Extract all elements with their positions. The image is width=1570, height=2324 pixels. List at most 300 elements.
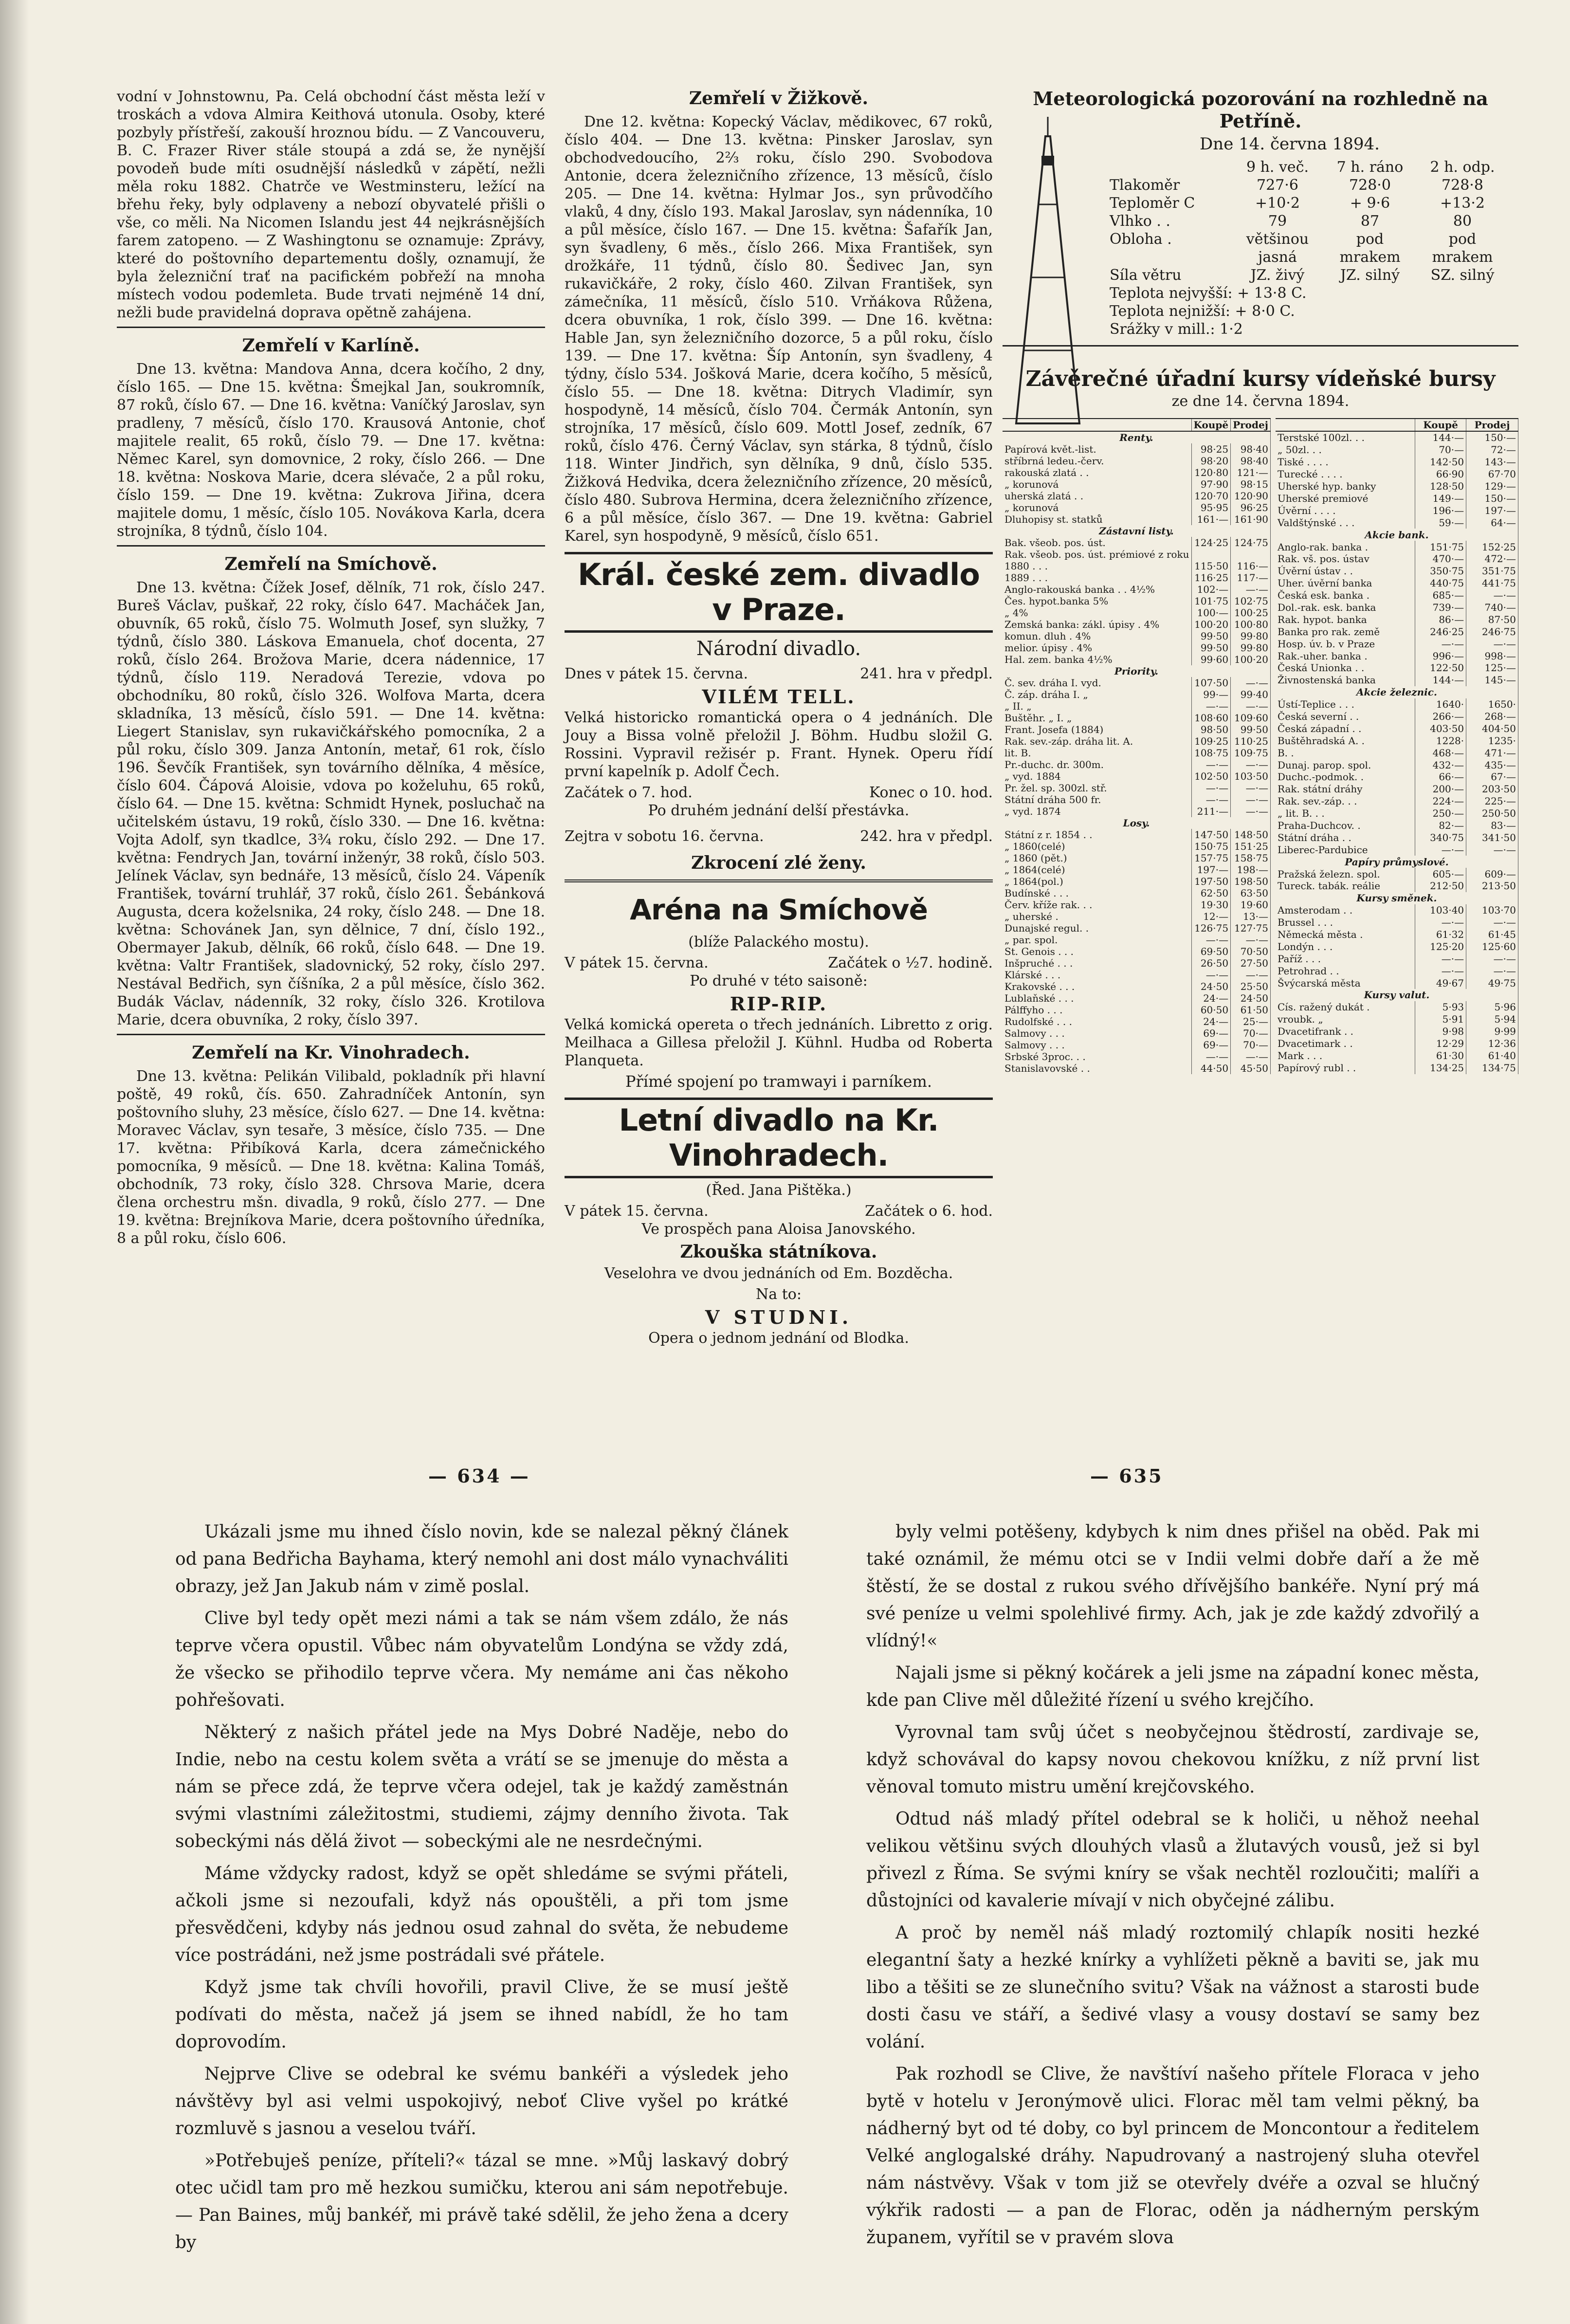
bourse-buy-value: 66·—	[1415, 771, 1466, 783]
summer-play: Zkouška státníkova.	[680, 1242, 877, 1262]
bourse-row	[1276, 711, 1518, 723]
bourse-sell-value: 99·80	[1231, 642, 1271, 654]
bourse-row	[1003, 876, 1270, 887]
bourse-row	[1276, 965, 1518, 977]
bourse-section-row	[1003, 525, 1270, 537]
bourse-buy-value: 66·90	[1415, 468, 1466, 480]
meteo-row-sky	[1110, 230, 1518, 266]
meteo-value: JZ. živý	[1250, 267, 1305, 284]
bourse-buy-value: 98·20	[1191, 455, 1231, 467]
meteo-label: Síla větru	[1110, 267, 1182, 284]
arena-play: RIP-RIP.	[730, 993, 828, 1015]
bourse-item-name: Buštěhradská A. .	[1276, 734, 1415, 747]
bourse-buy-value: —·—	[1415, 638, 1466, 650]
bourse-item-name: Krakovské . . .	[1003, 981, 1191, 992]
bourse-section-row	[1003, 431, 1270, 443]
bourse-row	[1276, 820, 1518, 832]
bourse-table-right	[1276, 418, 1518, 1074]
bourse-item-name: Rak. sev.-záp. dráha lit. A.	[1003, 735, 1191, 747]
zizkov-text: Dne 12. května: Kopecký Václav, mědikovec, 67 roků, číslo 404. — Dne 13. května: Pinsker Jaroslav, syn obchodvedoucího, 2⅔ roku, číslo 290. Svobodova Antonie, dcera železničního zřízence, 13 měsíců, číslo 205. — Dne 14. května: Hylmar Jos., syn průvodčího vlaků, 4 dny, číslo 193. Makal Jaroslav, syn nádenníka, 10 a půl měsíce, číslo 167. — Dne 15. května: Šafařík Jan, syn švadleny, 6 měs., číslo 266. Mixa František, syn drožkáře, 11 týdnů, číslo 80. Šedivec Jan, syn rukavičkáře, 2 roky, číslo 460. Zilvan František, syn zámečníka, 11 měsíců, číslo 510. Vrňákova Růžena, dcera obuvníka, 1 rok, číslo 399. — Dne 16. května: Hable Jan, syn železničního dozorce, 5 a půl roku, číslo 139. — Dne 17. května: Šíp Antonín, syn švadleny, 4 týdny, číslo 534. Jošková Marie, dcera kočího, 5 měsíců, číslo 55. — Dne 18. května: Ditrych Vladimír, syn hospodyně, 14 měsíců, číslo 704. Čermák Antonín, syn strojníka, 17 měsíců, číslo 609. Mottl Josef, zedník, 67 roků, číslo 476. Černý Václav, syn stárka, 8 týdnů, číslo 118. Winter Jindřich, syn dělníka, 9 dnů, číslo 535. Žižková Hedvika, dcera železničního zřízence, 20 měsíců, číslo 480. Subrova Hermina, dcera železničního zřízence, 6 a půl měsíce, číslo 367. — Dne 19. května: Gabriel Karel, syn hospodyně, 9 měsíců, číslo 651.	[565, 113, 993, 545]
bourse-sell-value: —·—	[1231, 700, 1271, 712]
bourse-buy-value: 212·50	[1415, 880, 1466, 892]
meteo-title: Meteorologická pozorování na rozhledně na Petříně.	[1033, 88, 1488, 132]
bourse-item-name: Paříž . . .	[1276, 952, 1415, 965]
summer-play-2: V STUDNI.	[705, 1306, 853, 1328]
bourse-row	[1276, 783, 1518, 795]
summer-benefit: Ve prospěch pana Aloisa Janovského.	[641, 1221, 916, 1238]
novel-paragraph: Některý z našich přátel jede na Mys Dobré Naděje, nebo do Indie, nebo na cestu kolem světa a vrátí se se jmenuje do města a nám se přece zdá, že teprve včera odejel, tak je každý zaměstnán svými vlastními záležitostmi, studiemi, zájmy denního života. Tak sobeckými nás dělá život — sobeckými ale ne nesrdečnými.	[175, 1722, 788, 1851]
bourse-section-label: Renty.	[1003, 431, 1270, 443]
bourse-buy-value: 197·—	[1191, 864, 1231, 876]
petrin-tower-icon	[1011, 117, 1084, 428]
bourse-item-name: Praha-Duchcov. .	[1276, 820, 1415, 832]
bourse-section-label: Kursy valut.	[1276, 989, 1518, 1001]
bourse-row	[1276, 916, 1518, 929]
bourse-item-name: „ korunová	[1003, 478, 1191, 490]
bourse-buy-value: 246·25	[1415, 625, 1466, 638]
bourse-buy-value: 1640·	[1415, 698, 1466, 711]
bourse-item-name: Tureck. tabák. reálie	[1276, 880, 1415, 892]
bourse-section-label: Priority.	[1003, 665, 1270, 677]
bourse-item-name: Státní dráha 500 fr.	[1003, 794, 1191, 805]
meteo-value: 80	[1453, 213, 1472, 230]
meteo-value: 728·8	[1442, 177, 1483, 194]
arena-desc: Velká komická opereta o třech jednáních. Libretto z orig. Meilhaca a Gillesa přeložil J. Kühnl. Hudba od Roberta Planqueta.	[565, 1016, 993, 1069]
summer-play-2-desc: Opera o jednom jednání od Blodka.	[648, 1330, 909, 1347]
bourse-row	[1003, 899, 1270, 911]
bourse-item-name: „ vyd. 1874	[1003, 805, 1191, 817]
bourse-sell-value: 117·—	[1231, 572, 1271, 584]
bourse-buy-value: 128·50	[1415, 480, 1466, 493]
bourse-sell-value: 98·40	[1231, 443, 1271, 455]
bourse-section-label: Akcie bank.	[1276, 529, 1518, 541]
bourse-row	[1276, 734, 1518, 747]
bourse-row	[1276, 541, 1518, 553]
novel-right-column	[866, 1519, 1479, 2248]
bourse-item-name: Dluhopisy st. statků	[1003, 513, 1191, 525]
bourse-sell-value: —·—	[1231, 1051, 1271, 1062]
bourse-sell-value: 25·50	[1231, 981, 1271, 992]
bourse-date: ze dne 14. června 1894.	[1171, 393, 1350, 410]
bourse-row	[1003, 946, 1270, 957]
bourse-row	[1003, 677, 1270, 689]
bourse-row	[1003, 595, 1270, 607]
bourse-item-name: „ par. spol.	[1003, 934, 1191, 946]
bourse-buy-value: —·—	[1191, 794, 1231, 805]
summer-desc: Veselohra ve dvou jednáních od Em. Bozděcha.	[604, 1265, 953, 1282]
bourse-row	[1003, 630, 1270, 642]
meteo-value: +10·2	[1255, 195, 1300, 212]
bourse-item-name: „ 4%	[1003, 607, 1191, 619]
bourse-sell-value: 134·75	[1466, 1061, 1518, 1074]
bourse-row	[1003, 584, 1270, 595]
scan-edge-shadow	[0, 0, 29, 2324]
bourse-row	[1003, 455, 1270, 467]
bourse-buy-value: 24·—	[1191, 992, 1231, 1004]
bourse-buy-value: 125·20	[1415, 940, 1466, 952]
page-number-right: — 635	[1090, 1465, 1164, 1487]
bourse-item-name: Živnostenská banka	[1276, 674, 1415, 686]
meteo-tmax: Teplota nejvyšší: + 13·8 C.	[1110, 285, 1307, 302]
bourse-item-name: Salmovy . . .	[1003, 1027, 1191, 1039]
bourse-item-name: Mark . . .	[1276, 1049, 1415, 1061]
bourse-buy-value: 403·50	[1415, 722, 1466, 734]
bourse-sell-value: 740·—	[1466, 602, 1518, 614]
bourse-sell-value: —·—	[1231, 794, 1271, 805]
bourse-buy-value: 200·—	[1415, 783, 1466, 795]
bourse-buy-value: 115·50	[1191, 560, 1231, 572]
meteo-label: Vlhko . .	[1110, 213, 1170, 230]
bourse-row	[1003, 642, 1270, 654]
theatre-start: Začátek o 7. hod.	[565, 784, 693, 801]
bourse-item-name: Rak. vš. pos. ústav	[1276, 553, 1415, 565]
bourse-item-name: Pr. žel. sp. 300zl. stř.	[1003, 782, 1191, 794]
bourse-item-name: rakouská zlatá . .	[1003, 467, 1191, 478]
meteo-tmin: Teplota nejnižší: + 8·0 C.	[1110, 303, 1295, 320]
bourse-item-name: Dvacetimark . .	[1276, 1038, 1415, 1050]
bourse-sell-value: 143·—	[1466, 456, 1518, 468]
bourse-sell-value: 24·50	[1231, 992, 1271, 1004]
bourse-buy-value: —·—	[1415, 916, 1466, 929]
bourse-buy-value: 250·—	[1415, 807, 1466, 820]
summer-theatre-sub: (Řed. Jana Pištěka.)	[706, 1182, 852, 1199]
bourse-sell-value: —·—	[1466, 843, 1518, 856]
bourse-row	[1003, 724, 1270, 735]
bourse-row	[1276, 843, 1518, 856]
bourse-buy-value: 5·91	[1415, 1013, 1466, 1025]
bourse-sell-value: 67·70	[1466, 468, 1518, 480]
bourse-sell-value: 49·75	[1466, 977, 1518, 989]
novel-left-column	[175, 1519, 788, 2252]
bourse-row	[1003, 911, 1270, 922]
bourse-row	[1276, 722, 1518, 734]
bourse-buy-value: 197·50	[1191, 876, 1231, 887]
bourse-row	[1003, 1039, 1270, 1051]
bourse-row	[1003, 654, 1270, 665]
bourse-sell-value: 213·50	[1466, 880, 1518, 892]
bourse-row	[1276, 553, 1518, 565]
bourse-row	[1276, 613, 1518, 625]
bourse-buy-value: 61·30	[1415, 1049, 1466, 1061]
bourse-sell-value: 1235·	[1466, 734, 1518, 747]
bourse-buy-value: 157·75	[1191, 852, 1231, 864]
bourse-buy-value: 350·75	[1415, 565, 1466, 577]
meteo-header-row	[1110, 158, 1518, 176]
bourse-sell-value: 25·—	[1231, 1016, 1271, 1027]
bourse-item-name: Bak. všeob. pos. úst.	[1003, 537, 1191, 549]
bourse-row	[1276, 940, 1518, 952]
bourse-row	[1276, 1025, 1518, 1038]
bourse-row	[1276, 831, 1518, 843]
bourse-row	[1003, 747, 1270, 759]
bourse-sell-value: 99·40	[1231, 689, 1271, 700]
bourse-buy-value: —·—	[1191, 934, 1231, 946]
bourse-sell-value: 472·—	[1466, 553, 1518, 565]
bourse-buy-value: 120·70	[1191, 490, 1231, 502]
bourse-item-name: Česká severní . .	[1276, 711, 1415, 723]
meteo-value: JZ. silný	[1340, 267, 1400, 284]
bourse-sell-value: 1650·	[1466, 698, 1518, 711]
bourse-buy-value: —·—	[1191, 1051, 1231, 1062]
bourse-buy-value: 5·93	[1415, 1001, 1466, 1013]
arena-heading: Aréna na Smíchově	[630, 893, 928, 926]
theatre-friday-date: Dnes v pátek 15. června.	[565, 665, 748, 682]
bourse-item-name: Budínské . . .	[1003, 887, 1191, 899]
bourse-buy-value: —·—	[1191, 969, 1231, 981]
bourse-row	[1276, 493, 1518, 505]
bourse-sell-value: 471·—	[1466, 747, 1518, 759]
bourse-item-name: Liberec-Pardubice	[1276, 843, 1415, 856]
bourse-item-name: Klárské . . .	[1003, 969, 1191, 981]
bourse-item-name: Dvacetifrank . .	[1276, 1025, 1415, 1038]
theatre-play-desc: Velká historicko romantická opera o 4 jednáních. Dle Jouy a Bissa volně přeložil J. Böhm. Hudbu složil G. Rossini. Vypravil režisér p. Frant. Hynek. Operu řídí první kapelník p. Adolf Čech.	[565, 709, 993, 780]
bourse-sell-value: 100·20	[1231, 654, 1271, 665]
bourse-buy-value: 102·50	[1191, 770, 1231, 782]
bourse-item-name: Čes. hypot.banka 5%	[1003, 595, 1191, 607]
bourse-buy-value: 100·—	[1191, 607, 1231, 619]
bourse-buy-value: 12·—	[1191, 911, 1231, 922]
bourse-row	[1276, 952, 1518, 965]
bourse-buy-value: 196·—	[1415, 504, 1466, 516]
bourse-item-name: Česká esk. banka .	[1276, 589, 1415, 602]
bourse-sell-value: —·—	[1466, 638, 1518, 650]
theatre-play-title: VILÉM TELL.	[702, 686, 856, 708]
bourse-sell-value: —·—	[1231, 782, 1271, 794]
bourse-item-name: „ 1860 (pět.)	[1003, 852, 1191, 864]
bourse-buy-value: 60·50	[1191, 1004, 1231, 1016]
bourse-item-name: „ 1864(pol.)	[1003, 876, 1191, 887]
bourse-row	[1276, 625, 1518, 638]
bourse-buy-value: 70·—	[1415, 444, 1466, 456]
bourse-buy-value: 1228·	[1415, 734, 1466, 747]
bourse-buy-value: 62·50	[1191, 887, 1231, 899]
bourse-item-name: „ 1864(celé)	[1003, 864, 1191, 876]
bourse-item-name: Pr.-duchc. dr. 300m.	[1003, 759, 1191, 770]
summer-theatre-heading: Letní divadlo na Kr. Vinohradech.	[565, 1098, 993, 1178]
bourse-item-name: Lublaňské . . .	[1003, 992, 1191, 1004]
bourse-item-name: Dunajské regul. .	[1003, 922, 1191, 934]
bourse-item-name: Brussel . . .	[1276, 916, 1415, 929]
bourse-section-row	[1276, 989, 1518, 1001]
bourse-item-name: „ 1860(celé)	[1003, 841, 1191, 852]
zizkov-heading: Zemřelí v Žižkově.	[689, 88, 869, 109]
bourse-sell-value: —·—	[1231, 584, 1271, 595]
vinohrady-text: Dne 13. května: Pelikán Vilibald, pokladník při hlavní poště, 49 roků, čís. 650. Zahradníček Antonín, syn poštovního sluhy, 23 měsíce, číslo 627. — Dne 14. května: Moravec Václav, syn tesaře, 3 měsíce, číslo 735. — Dne 17. května: Přibíková Karla, dcera zámečnického pomocníka, 9 měsíců. — Dne 18. května: Kalina Tomáš, obchodník, 73 roky, číslo 328. Chrsova Marie, dcera člena orchestru mšn. divadla, 9 roků, číslo 277. — Dne 19. května: Brejníkova Marie, dcera poštovního úředníka, 8 a půl roku, číslo 606.	[117, 1068, 545, 1247]
bourse-buy-value: 82·—	[1415, 820, 1466, 832]
meteo-value: 79	[1268, 213, 1287, 230]
bourse-buy-value: 86·—	[1415, 613, 1466, 625]
bourse-sell-value: 102·75	[1231, 595, 1271, 607]
bourse-item-name: „ 50zl. . .	[1276, 444, 1415, 456]
bourse-buy-value: 224·—	[1415, 795, 1466, 807]
bourse-row	[1276, 868, 1518, 880]
bourse-buy-value: —·—	[1191, 700, 1231, 712]
bourse-item-name: Uherské hyp. banky	[1276, 480, 1415, 493]
bourse-sell-value: 64·—	[1466, 516, 1518, 529]
bourse-sell-value: 609·—	[1466, 868, 1518, 880]
meteo-value: + 9·6	[1350, 195, 1390, 212]
novel-paragraph: Vyrovnal tam svůj účet s neobyčejnou štědrostí, zardivaje se, když schovával do kapsy novou chekovou knížku, z níž první list věnoval tomuto mistru umění krejčovského.	[866, 1722, 1479, 1797]
bourse-buy-value: 440·75	[1415, 577, 1466, 589]
bourse-buy-value: 99·50	[1191, 642, 1231, 654]
arena-note: Po druhé v této saisoně:	[690, 972, 868, 989]
bourse-item-name: Londýn . . .	[1276, 940, 1415, 952]
bourse-section-label: Zástavní listy.	[1003, 525, 1270, 537]
bourse-row	[1003, 957, 1270, 969]
arena-start: Začátek o ½7. hodině.	[828, 954, 993, 971]
bourse-row	[1276, 1013, 1518, 1025]
bourse-item-name: Rudolfské . . .	[1003, 1016, 1191, 1027]
bourse-buy-value	[1191, 549, 1231, 560]
divider	[565, 879, 993, 882]
bourse-buy-value: 98·25	[1191, 443, 1231, 455]
bourse-sell-value: 12·36	[1466, 1038, 1518, 1050]
arena-sub: (blíže Palackého mostu).	[688, 933, 869, 951]
bourse-row	[1003, 1051, 1270, 1062]
bourse-item-name: Hal. zem. banka 4½%	[1003, 654, 1191, 665]
bourse-item-name: Anglo-rakouská banka . . 4½%	[1003, 584, 1191, 595]
bourse-buy-value: 19·30	[1191, 899, 1231, 911]
bourse-section-row	[1276, 856, 1518, 868]
bourse-item-name: Inšpruché . . .	[1003, 957, 1191, 969]
bourse-item-name: Ústí-Teplice . . .	[1276, 698, 1415, 711]
bourse-row	[1003, 478, 1270, 490]
bourse-sell-value: 125·60	[1466, 940, 1518, 952]
bourse-row	[1003, 934, 1270, 946]
bourse-item-name: 1889 . . .	[1003, 572, 1191, 584]
meteo-rain: Srážky v mill.: 1·2	[1110, 321, 1243, 338]
bourse-sell-value: —·—	[1231, 969, 1271, 981]
smichov-text: Dne 13. května: Čížek Josef, dělník, 71 rok, číslo 247. Bureš Václav, puškař, 22 roky, číslo 647. Macháček Jan, obuvník, 65 roků, číslo 75. Wolmuth Josef, syn služky, 7 týdnů, číslo 380. Láskova Emanuela, choť docenta, 27 roků, číslo 264. Brožova Marie, dcera nádennice, 17 týdnů, číslo 119. Neradová Terezie, vdova po obchodníku, 80 roků, číslo 326. Wolfova Marta, dcera skladníka, 13 měsíců, číslo 591. — Dne 14. května: Liegert Stanislav, syn rukavičkářského pomocníka, 2 a půl roku, číslo 309. Janza Antonín, metař, 61 rok, číslo 196. Ševčík František, syn továrního dělníka, 4 měsíce, číslo 604. Čápová Aloisie, vdova po koželuhu, 65 roků, číslo 64. — Dne 15. května: Schmidt Hynek, posluchač na učitelském ústavu, 19 roků, číslo 330. — Dne 16. května: Vojta Adolf, syn tkadlce, 3¾ roku, číslo 292. — Dne 17. května: Fendrych Jan, tovární inženýr, 38 roků, číslo 503. Jelínek Václav, syn bednáře, 13 měsíců, číslo 24. Vápeník František, tovární truhlář, 37 roků, číslo 261. Šebánková Augusta, dcera koželsnika, 24 roky, číslo 248. — Dne 18. května: Schovánek Jan, syn dělnice, 7 dní, číslo 192., Obermayer Jakub, dělník, 66 roků, číslo 648. — Dne 19. května: Valtr František, sladovnický, 52 roky, číslo 297. Nestával Bedřich, syn číšníka, 2 a půl měsíce, číslo 362. Budák Václav, nádenník, 32 roky, číslo 326. Krotilova Marie, dcera obuvníka, 2 roky, číslo 397.	[117, 579, 545, 1028]
bourse-sell-value: 341·50	[1466, 831, 1518, 843]
theatre-saturday-date: Zejtra v sobotu 16. června.	[565, 828, 764, 845]
bourse-row	[1276, 929, 1518, 941]
bourse-sell-value: —·—	[1466, 952, 1518, 965]
bourse-sell-value: 100·25	[1231, 607, 1271, 619]
bourse-item-name: Zemská banka: zákl. úpisy . 4%	[1003, 619, 1191, 630]
bourse-row	[1003, 467, 1270, 478]
bourse-sell-value: 5·96	[1466, 1001, 1518, 1013]
bourse-item-name: Turecké . . . .	[1276, 468, 1415, 480]
bourse-item-name: B. .	[1276, 747, 1415, 759]
bourse-buy-value: 149·—	[1415, 493, 1466, 505]
bourse-buy-value: 144·—	[1415, 431, 1466, 444]
bourse-row	[1276, 698, 1518, 711]
meteo-value: 87	[1360, 213, 1380, 230]
bourse-buy-value: —·—	[1191, 782, 1231, 794]
bourse-row	[1003, 841, 1270, 852]
bourse-buy-value: 122·50	[1415, 662, 1466, 674]
bourse-buy-value: 59·—	[1415, 516, 1466, 529]
bourse-buy-value: 101·75	[1191, 595, 1231, 607]
bourse-buy-value: 61·32	[1415, 929, 1466, 941]
bourse-item-name: Č. sev. dráha I. vyd.	[1003, 677, 1191, 689]
bourse-item-name: Anglo-rak. banka .	[1276, 541, 1415, 553]
bourse-item-name: 1880 . . .	[1003, 560, 1191, 572]
bourse-row	[1276, 771, 1518, 783]
bourse-sell-value: 148·50	[1231, 829, 1271, 841]
bourse-row	[1276, 431, 1518, 444]
summer-date-row	[565, 1202, 993, 1220]
arena-date-row	[565, 954, 993, 972]
bourse-buy-value: 97·90	[1191, 478, 1231, 490]
bourse-item-name: Česká Unionka . .	[1276, 662, 1415, 674]
meteo-row-temp	[1110, 194, 1518, 212]
bourse-row	[1276, 638, 1518, 650]
bourse-sell-value: 198·50	[1231, 876, 1271, 887]
bourse-row	[1276, 565, 1518, 577]
bourse-buy-value: 107·50	[1191, 677, 1231, 689]
meteo-value: 727·6	[1257, 177, 1298, 194]
novel-paragraph: Odtud náš mladý přítel odebral se k holiči, u něhož neehal velikou většinu svých dlouhých vlasů a žlutavých vousů, jež si byl přivezl z Říma. Se svými kníry se však nechtěl rozloučiti; malíři a důstojníci od kavalerie mívají v nich obyčejné zálibu.	[866, 1809, 1479, 1911]
bourse-buy-value: 266·—	[1415, 711, 1466, 723]
meteo-row-wind	[1110, 266, 1518, 284]
bourse-sell-value: 19·60	[1231, 899, 1271, 911]
novel-paragraph: byly velmi potěšeny, kdybych k nim dnes přišel na oběd. Pak mi také oznámil, že mému otci se v Indii velmi dobře daří a že mě štěstí, že se dostal z rukou svého dřívějšího bankéře. Nyní prý má své peníze u velmi spolehlivé firmy. Ach, jak je zde každý zdvořilý a vlídný!«	[866, 1522, 1479, 1651]
bourse-sell-value: 998·—	[1466, 650, 1518, 662]
bourse-item-name: „ II. „	[1003, 700, 1191, 712]
bourse-row	[1276, 444, 1518, 456]
flood-news-text: vodní v Johnstownu, Pa. Celá obchodní část města leží v troskách a vdova Almira Keithová utonula. Osoby, které pozbyly přístřeší, zakouší hroznou bídu. — Z Vancouveru, B. C. Frazer River stále stoupá a zdá se, že nynější povodeň bude míti osudnější následků v zápětí, nežli měla roku 1882. Chatrče ve Westminsteru, ležící na břehu řeky, byly odplaveny a nebozí obyvatelé přišli o vše, co měli. Na Nicomen Islandu jest 44 nejkrásnějších farem zatopeno. — Z Washingtonu se oznamuje: Zprávy, které do poštovního departementu došly, oznamují, že byla železniční trať na pacifickém pobřeží na mnoha místech vodou podemleta. Bude trvati nejméně 14 dní, nežli bude pravidelná doprava opětně zahájena.	[117, 88, 545, 321]
bourse-buy-value: 26·50	[1191, 957, 1231, 969]
national-theatre-sub: Národní divadlo.	[696, 638, 861, 660]
bourse-sell-value: 127·75	[1231, 922, 1271, 934]
bourse-row	[1276, 747, 1518, 759]
bourse-item-name: Buštěhr. „ I. „	[1003, 712, 1191, 724]
novel-paragraph: Najali jsme si pěkný kočárek a jeli jsme na západní konec města, kde pan Clive měl důležité řízení u svého krejčího.	[866, 1663, 1479, 1710]
arena-date: V pátek 15. června.	[565, 954, 709, 971]
bourse-buy-value: 468·—	[1415, 747, 1466, 759]
national-theatre-heading: Král. české zem. divadlo v Praze.	[565, 552, 993, 633]
bourse-section-row	[1276, 686, 1518, 698]
bourse-sell-value: 161·90	[1231, 513, 1271, 525]
bourse-buy-value: 109·25	[1191, 735, 1231, 747]
bourse-row	[1003, 794, 1270, 805]
bourse-row	[1003, 502, 1270, 513]
bourse-buy-value: 340·75	[1415, 831, 1466, 843]
bourse-item-name: Německá města .	[1276, 929, 1415, 941]
bourse-item-name: Rak. sev.-záp. . .	[1276, 795, 1415, 807]
bourse-row	[1003, 712, 1270, 724]
bourse-sell-value: —·—	[1466, 965, 1518, 977]
bourse-sell-value: 103·70	[1466, 904, 1518, 916]
bourse-section-row	[1276, 529, 1518, 541]
bourse-sell-value: 125·—	[1466, 662, 1518, 674]
bourse-item-name: Papírová květ.-list.	[1003, 443, 1191, 455]
bourse-section-label: Kursy směnek.	[1276, 892, 1518, 904]
theatre-end: Konec o 10. hod.	[869, 784, 993, 801]
bourse-sell-value: —·—	[1466, 916, 1518, 929]
divider	[117, 1034, 545, 1035]
bourse-row	[1003, 619, 1270, 630]
bourse-item-name: Tiské . . . .	[1276, 456, 1415, 468]
bourse-buy-value: 470·—	[1415, 553, 1466, 565]
bourse-sell-value: 100·80	[1231, 619, 1271, 630]
bourse-item-name: „ uherské .	[1003, 911, 1191, 922]
bourse-item-name: Státní z r. 1854 . .	[1003, 829, 1191, 841]
bourse-sell-value: 158·75	[1231, 852, 1271, 864]
bourse-row	[1003, 981, 1270, 992]
bourse-buy-value: —·—	[1191, 759, 1231, 770]
bourse-buy-value: —·—	[1415, 952, 1466, 965]
bourse-row	[1003, 1004, 1270, 1016]
theatre-friday-no: 241. hra v předpl.	[860, 665, 993, 682]
bourse-row	[1003, 1027, 1270, 1039]
bourse-buy-value: 24·—	[1191, 1016, 1231, 1027]
bourse-item-name: Rak.-uher. banka .	[1276, 650, 1415, 662]
bourse-row	[1003, 992, 1270, 1004]
theatre-saturday-row	[565, 827, 993, 845]
